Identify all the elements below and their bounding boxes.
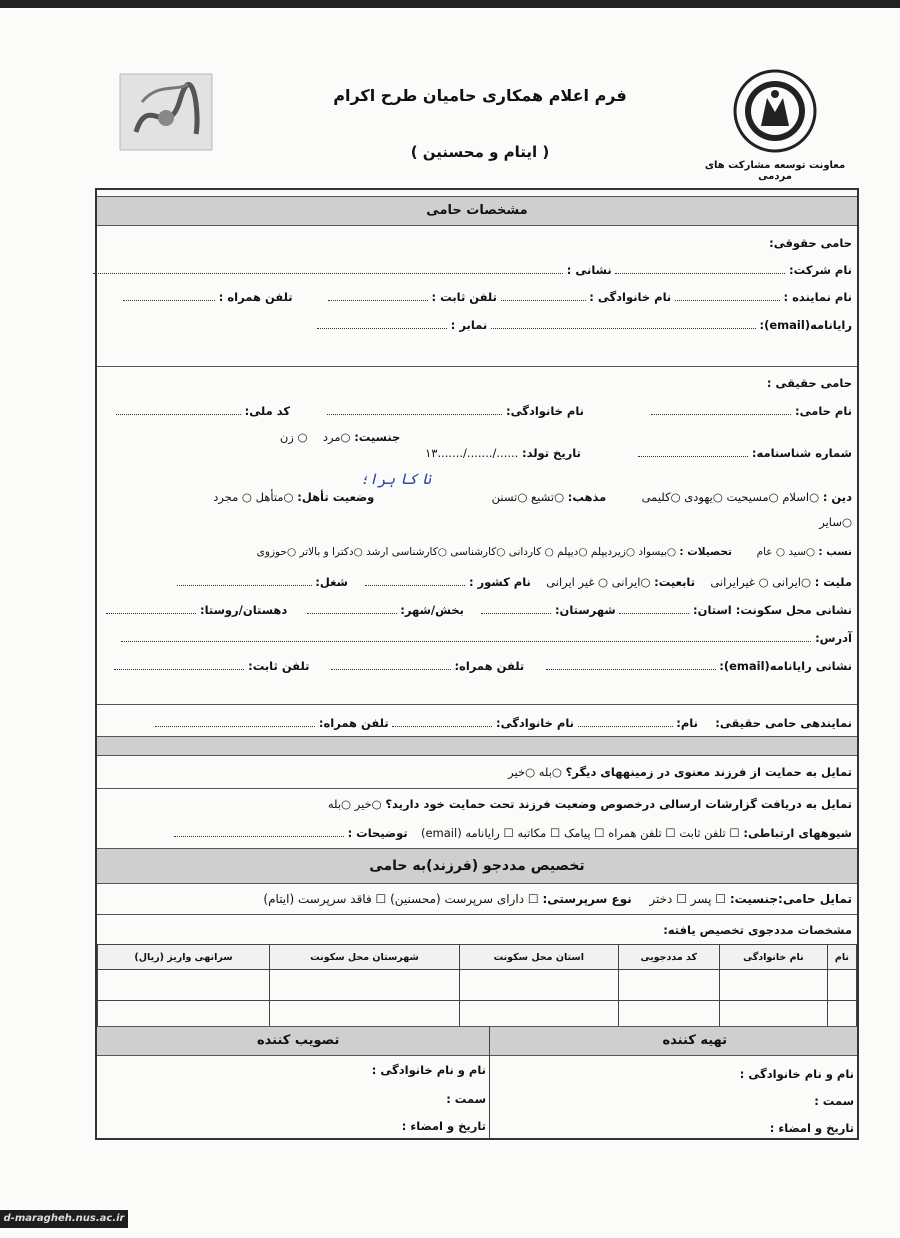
marital-label: وضعیت تأهل: — [297, 490, 375, 504]
divider — [97, 914, 857, 915]
religion-jewish[interactable]: ○یهودی — [684, 490, 723, 504]
approver-date-sign-label: تاریخ و امضاء : — [401, 1119, 486, 1133]
preparer-title: تهیه کننده — [662, 1033, 727, 1048]
lineage-common[interactable]: ○ عام — [756, 546, 786, 558]
religion-kalimi[interactable]: ○کلیمی — [641, 490, 681, 504]
table-cell[interactable] — [270, 970, 460, 1001]
sect-sunni[interactable]: ○تسنن — [491, 490, 528, 504]
section-allocation-title: تخصیص مددجو (فرزند)به حامی — [369, 858, 585, 874]
id-number-label: شماره شناسنامه: — [751, 446, 852, 460]
sect-shia[interactable]: ○تشیع — [531, 490, 565, 504]
allocation-preference-row — [100, 892, 852, 906]
edu-associate[interactable]: ○ کاردانی — [508, 546, 554, 558]
nationality-row — [100, 575, 852, 589]
guardian-without-checkbox[interactable]: ☐ فاقد سرپرست (ایتام) — [263, 892, 387, 906]
organization-name: معاونت توسعه مشارکت های مردمی — [704, 160, 846, 182]
residence-province-field[interactable] — [619, 604, 689, 614]
legal-fax-label: نمابر : — [450, 318, 488, 332]
contact-methods-label: شیوههای ارتباطی: — [743, 826, 852, 840]
legal-email-label: رایانامه(email): — [759, 318, 852, 332]
marital-married[interactable]: ○متأهل — [255, 490, 294, 504]
column-header: سرانهی واریز (ریال) — [98, 945, 270, 970]
table-cell[interactable] — [98, 970, 270, 1001]
country-field[interactable] — [365, 576, 465, 586]
legal-landline-label: تلفن ثابت : — [431, 290, 497, 304]
approver-fullname-label: نام و نام خانوادگی : — [371, 1063, 486, 1077]
question-reports — [100, 797, 852, 811]
religion-christian[interactable]: ○مسیحیت — [726, 490, 779, 504]
nationality-iranian[interactable]: ○ایرانی — [772, 575, 812, 589]
edu-illiterate[interactable]: ○بیسواد — [638, 546, 677, 558]
nationality-label: ملیت : — [814, 575, 852, 589]
section-sponsor-title: مشخصات حامی — [426, 203, 528, 218]
legal-company-row — [100, 263, 852, 277]
table-cell[interactable] — [618, 970, 719, 1001]
question-reports-text: تمایل به دریافت گزارشات ارسالی درخصوص وضعیت فرزند تحت حمایت خود دارید؟ — [385, 797, 852, 811]
rep-name-label: نام نماینده : — [783, 290, 852, 304]
section-allocation-band — [97, 848, 857, 884]
residence-village-field[interactable] — [106, 604, 196, 614]
representative-mobile-label: تلفن همراه: — [318, 716, 389, 730]
form-title: فرم اعلام همکاری حامیان طرح اکرام — [333, 86, 627, 105]
birth-date-label: تاریخ تولد: — [521, 446, 581, 460]
question-reports-options[interactable]: ○خیر ○بله — [327, 797, 382, 811]
company-address-label: نشانی : — [566, 263, 612, 277]
company-name-field[interactable] — [615, 264, 785, 274]
section-sponsor-band — [97, 196, 857, 226]
allocation-gender-label: تمایل حامی:جنسیت: — [729, 892, 852, 906]
citizenship-label: تابعیت: — [654, 575, 696, 589]
legal-mobile-field[interactable] — [123, 291, 215, 301]
table-cell[interactable] — [459, 970, 618, 1001]
rep-family-field[interactable] — [501, 291, 586, 301]
national-code-label: کد ملی: — [244, 404, 291, 418]
calligraphy-emblem-icon — [118, 72, 214, 152]
gender-label: جنسیت: — [354, 430, 401, 444]
residence-district-label: بخش/شهر: — [400, 603, 464, 617]
contact-mobile-checkbox[interactable]: ☐ تلفن همراه — [608, 826, 676, 840]
site-watermark[interactable]: d-maragheh.nus.ac.ir — [0, 1210, 128, 1228]
residence-row — [100, 603, 852, 617]
notes-field[interactable] — [174, 827, 344, 837]
gender-row — [100, 430, 852, 444]
contact-letter-checkbox[interactable]: ☐ مکاتبه — [517, 826, 561, 840]
marital-single[interactable]: ○ مجرد — [213, 490, 252, 504]
citizenship-foreign[interactable]: ○ غیر ایرانی — [546, 575, 609, 589]
handwritten-note: نا کا ہرا؛ — [360, 470, 432, 488]
preparer-date-sign-label: تاریخ و امضاء : — [769, 1121, 854, 1135]
edu-seminary[interactable]: ○حوزوی — [256, 546, 297, 558]
table-header-row — [98, 945, 857, 970]
natural-landline-field[interactable] — [114, 660, 244, 670]
approver-title: تصویب کننده — [257, 1033, 340, 1048]
table-cell[interactable] — [827, 970, 856, 1001]
question-other-support-options[interactable]: ○بله ○خیر — [508, 765, 562, 779]
legal-landline-field[interactable] — [328, 291, 428, 301]
table-row — [98, 970, 857, 1001]
representative-family-field[interactable] — [392, 717, 492, 727]
allocation-girl-checkbox[interactable]: ☐ دختر — [649, 892, 687, 906]
approver-position-label: سمت : — [446, 1092, 486, 1106]
column-header: استان محل سکونت — [459, 945, 618, 970]
edu-doctorate[interactable]: ○دکترا و بالاتر — [299, 546, 363, 558]
residence-city-field[interactable] — [481, 604, 551, 614]
natural-email-label: نشانی رایانامه(email): — [719, 659, 852, 673]
nationality-foreign[interactable]: ○ غیرایرانی — [710, 575, 769, 589]
residence-province-label: نشانی محل سکونت: استان: — [693, 603, 852, 617]
residence-district-field[interactable] — [307, 604, 397, 614]
rep-name-field[interactable] — [675, 291, 780, 301]
preparer-fullname-label: نام و نام خانوادگی : — [739, 1067, 854, 1081]
table-cell[interactable] — [719, 970, 827, 1001]
divider — [97, 366, 857, 367]
scan-top-edge — [0, 0, 900, 8]
religion-row — [100, 490, 852, 504]
citizenship-iranian[interactable]: ○ایرانی — [611, 575, 651, 589]
representative-mobile-field[interactable] — [155, 717, 315, 727]
education-label: تحصیلات : — [679, 546, 732, 558]
job-label: شغل: — [315, 575, 348, 589]
rep-family-label: نام خانوادگی : — [589, 290, 672, 304]
blank-band — [97, 736, 857, 756]
gender-female-radio[interactable]: ○ زن — [279, 430, 308, 444]
natural-email-field[interactable] — [546, 660, 716, 670]
edu-sub-diploma[interactable]: ○زیردیپلم — [590, 546, 636, 558]
representative-row — [100, 716, 852, 730]
signature-divider — [489, 1026, 490, 1138]
company-name-label: نام شرکت: — [789, 263, 852, 277]
religion-islam[interactable]: ○اسلام — [782, 490, 820, 504]
relief-committee-logo-icon — [727, 68, 823, 154]
address-field[interactable] — [121, 632, 811, 642]
id-row — [100, 446, 852, 460]
sponsor-family-field[interactable] — [327, 405, 502, 415]
natural-mobile-label: تلفن همراه: — [454, 659, 525, 673]
contact-landline-checkbox[interactable]: ☐ تلفن ثابت — [679, 826, 740, 840]
id-number-field[interactable] — [638, 447, 748, 457]
legal-fax-field[interactable] — [317, 319, 447, 329]
signature-band — [97, 1026, 857, 1056]
contact-email-checkbox[interactable]: ☐ رایانامه (email) — [420, 826, 514, 840]
lineage-education-row — [100, 546, 852, 558]
birth-date-field[interactable]: ....../......./.......۱۳ — [425, 446, 519, 460]
question-other-support — [100, 765, 852, 779]
legal-rep-row — [100, 290, 852, 304]
representative-family-label: نام خانوادگی: — [495, 716, 574, 730]
national-code-field[interactable] — [116, 405, 241, 415]
column-header: نام خانوادگی — [719, 945, 827, 970]
allocated-table-title: مشخصات مددجوی تخصیص یافته: — [663, 923, 852, 937]
notes-label: توضیحات : — [347, 826, 408, 840]
lineage-label: نسب : — [818, 546, 852, 558]
residence-village-label: دهستان/روستا: — [199, 603, 288, 617]
representative-label: نمایندهی حامی حقیقی: — [715, 716, 852, 730]
sponsor-name-field[interactable] — [651, 405, 791, 415]
divider — [97, 704, 857, 705]
column-header: نام — [827, 945, 856, 970]
legal-heading: حامی حقوقی: — [769, 236, 852, 250]
natural-heading: حامی حقیقی : — [766, 376, 852, 390]
representative-name-label: نام: — [676, 716, 698, 730]
contact-sms-checkbox[interactable]: ☐ پیامک — [563, 826, 605, 840]
edu-bachelor[interactable]: ○کارشناسی — [450, 546, 506, 558]
form-subtitle: ( ایتام و محسنین ) — [410, 143, 550, 161]
column-header: شهرستان محل سکونت — [270, 945, 460, 970]
contact-methods-row — [100, 826, 852, 840]
religion-other[interactable]: ○سایر — [819, 515, 852, 529]
natural-landline-label: تلفن ثابت: — [248, 659, 310, 673]
residence-city-label: شهرستان: — [554, 603, 616, 617]
edu-master[interactable]: ○کارشناسی ارشد — [366, 546, 447, 558]
edu-diploma[interactable]: ○دیپلم — [557, 546, 588, 558]
country-label: نام کشور : — [468, 575, 531, 589]
gender-male-radio[interactable]: ○مرد — [322, 430, 351, 444]
sponsor-family-label: نام خانوادگی: — [506, 404, 584, 418]
natural-mobile-field[interactable] — [331, 660, 451, 670]
lineage-sayyed[interactable]: ○سید — [788, 546, 816, 558]
guardian-with-checkbox[interactable]: ☐ دارای سرپرست (محسنین) — [390, 892, 539, 906]
legal-mobile-label: تلفن همراه : — [218, 290, 293, 304]
sponsor-name-label: نام حامی: — [794, 404, 852, 418]
question-other-support-text: تمایل به حمایت از فرزند معنوی در زمینههای دیگر؟ — [565, 765, 852, 779]
preparer-position-label: سمت : — [814, 1094, 854, 1108]
legal-email-field[interactable] — [491, 319, 756, 329]
address-row — [100, 631, 852, 645]
address-label: آدرس: — [815, 631, 852, 645]
natural-name-row — [100, 404, 852, 418]
job-field[interactable] — [177, 576, 312, 586]
allocation-boy-checkbox[interactable]: ☐ پسر — [690, 892, 727, 906]
company-address-field[interactable] — [93, 264, 563, 274]
religion-label: دین : — [822, 490, 852, 504]
allocated-children-table — [97, 944, 857, 1032]
representative-name-field[interactable] — [578, 717, 673, 727]
sect-label: مذهب: — [567, 490, 607, 504]
religion-other-row — [100, 515, 852, 529]
divider — [97, 788, 857, 789]
guardian-type-label: نوع سرپرستی: — [542, 892, 632, 906]
column-header: کد مددجویی — [618, 945, 719, 970]
legal-email-row — [100, 318, 852, 332]
contact-info-row — [100, 659, 852, 673]
